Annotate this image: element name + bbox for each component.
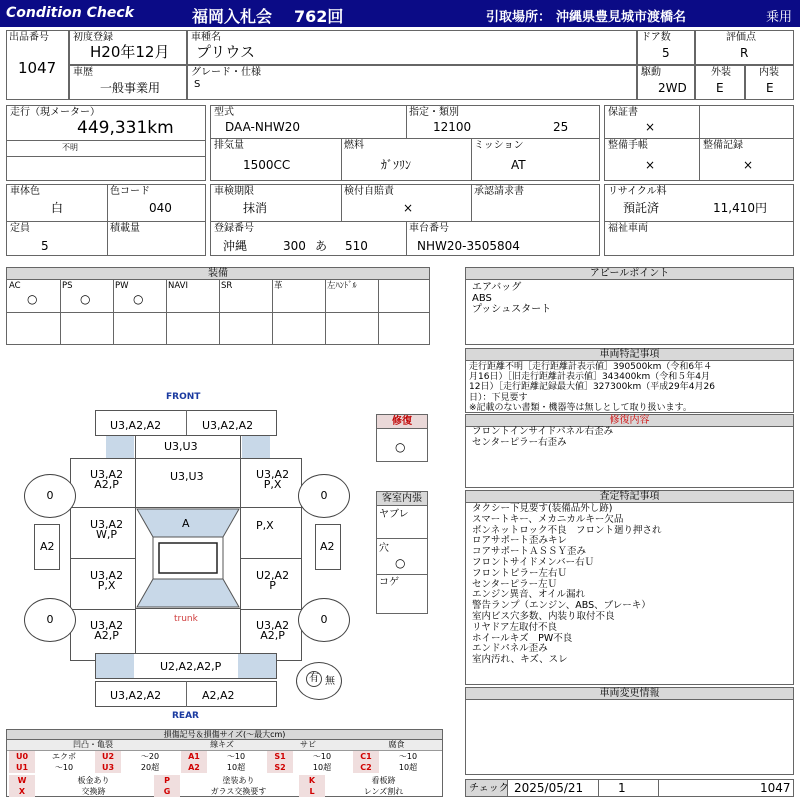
equipment-col-divider (166, 280, 167, 344)
tire-front-left-value: 0 (46, 489, 54, 502)
spec-divider (211, 138, 599, 139)
equipment-col-divider (219, 280, 220, 344)
interior-divider-1 (377, 538, 427, 539)
legend-text: ～10 (312, 752, 332, 761)
color-vdivider (107, 185, 108, 255)
int-box (745, 65, 794, 100)
legend-code: U1 (9, 762, 35, 773)
first-reg-value: H20年12月 (90, 43, 170, 61)
change-info-title: 車両変更情報 (466, 688, 793, 700)
front-bumper-left: U3,A2,A2 (110, 419, 162, 432)
color-code-label: 色コード (110, 186, 150, 197)
history-value: 一般事業用 (100, 81, 161, 95)
model-label: 車種名 (191, 32, 221, 43)
rear-label: REAR (172, 711, 199, 721)
legend-code: A1 (181, 751, 207, 762)
legend-code: U2 (95, 751, 121, 762)
quarter-left-damage: U3,A2 A2,P (90, 619, 124, 642)
equipment-value: ○ (133, 292, 144, 306)
appeal-line: プッシュスタート (472, 304, 552, 315)
self-inspect-label: 検付自賠責 (344, 186, 394, 197)
legend-text: ～10 (226, 752, 246, 761)
legend-group-label: 腐食 (351, 740, 442, 751)
plate-number: 510 (345, 239, 368, 253)
rear-bumper-left: U3,A2,A2 (110, 689, 162, 702)
legend-code: S1 (267, 751, 293, 762)
spec-vdivider-1 (406, 106, 407, 138)
legend-code: G (154, 786, 180, 797)
warranty-value: × (645, 120, 656, 134)
designation-1: 12100 (433, 120, 472, 134)
inspection-note-line: 室内汚れ、キズ、スレ (472, 654, 568, 666)
auction-name: 福岡入札会 (192, 7, 273, 26)
legend-text: 看板跡 (371, 776, 396, 785)
rear-door-left-damage: U3,A2 P,X (90, 569, 124, 592)
plate-label: 登録番号 (214, 223, 254, 234)
legend-code: P (154, 775, 180, 786)
legend-group-label: 線キズ (179, 740, 265, 751)
front-door-left-damage: U3,A2 W,P (90, 518, 124, 541)
legend-text: エクボ (52, 752, 76, 761)
history-label: 車歴 (73, 67, 93, 78)
legend-code: X (9, 786, 35, 797)
plate-class: 300 (283, 239, 306, 253)
vehicle-note-line: ※記載のない書類・機器等は無しとして取り扱います。 (469, 402, 692, 413)
equipment-col-divider (60, 280, 61, 344)
chassis-label: 車台番号 (409, 223, 449, 234)
vehicle-notes-title: 車両特記事項 (466, 349, 793, 361)
legend-text: 交換跡 (81, 787, 106, 796)
color-divider (7, 221, 205, 222)
tire-front-right (298, 474, 350, 518)
inspection-value: 抹消 (243, 201, 268, 215)
first-reg-box (69, 30, 187, 65)
ext-label: 外装 (711, 67, 731, 78)
hole-label: 穴 (379, 543, 389, 554)
repair-content-box (465, 414, 794, 488)
trunk-label: trunk (174, 614, 198, 624)
plate-area: 沖縄 (223, 239, 248, 253)
mileage-box (6, 105, 206, 181)
front-door-right (240, 507, 302, 559)
headlight-right (242, 436, 270, 458)
spare-none: 無 (325, 676, 335, 687)
inspection-note-line: リヤドア左取付不良 (472, 621, 558, 633)
interior-box (376, 491, 428, 614)
spare-present-mark (306, 671, 322, 687)
legend-text: 10超 (226, 763, 246, 772)
tire-rear-right-value: 0 (320, 613, 328, 626)
inspection-note-line: ホイールキズ PW不良 (472, 632, 573, 644)
pickup-label: 引取場所： (486, 10, 552, 25)
recycle-box (604, 184, 794, 256)
legend-code: S2 (267, 762, 293, 773)
mileage-label: 走行（現メーター） (10, 107, 100, 118)
inspection-note-line: フロントピラー左右Ｕ (472, 567, 568, 579)
inspection-note-line: 警告ランプ（エンジン、ABS、ブレーキ） (472, 600, 651, 612)
model-box (187, 30, 637, 65)
legend-code: W (9, 775, 35, 786)
self-inspect-value: × (403, 201, 414, 215)
equipment-col-divider (272, 280, 273, 344)
docs-vdivider-top (699, 106, 700, 138)
color-box (6, 184, 206, 256)
recycle-divider (605, 221, 793, 222)
rear-bumper-split (186, 681, 187, 707)
spec-box (210, 105, 600, 181)
load-label: 積載量 (110, 223, 140, 234)
doors-box (637, 30, 695, 65)
legend-text: 10超 (312, 763, 332, 772)
legend-text: 10超 (398, 763, 418, 772)
front-label: FRONT (166, 392, 201, 402)
equipment-label: NAVI (168, 281, 188, 291)
inspection-note-line: フロントサイドメンバー右Ｕ (472, 556, 595, 568)
inspection-note-line: コアサポートＡＳＳＹ歪み (472, 546, 587, 558)
auction-session: 762回 (294, 7, 344, 26)
quarter-right-damage: U3,A2 A2,P (256, 619, 290, 642)
lot-box (6, 30, 69, 100)
docs-box (604, 105, 794, 181)
legend-text: 20超 (140, 763, 160, 772)
vehicle-note-line: 月16日）［旧走行距離計表示値］343400km（令和５年4月 (469, 372, 711, 383)
vehicle-note-line: 12日）［走行距離記録最大値］327300km（平成29年4月26 (469, 382, 715, 393)
rear-bumper-right: A2,A2 (202, 689, 235, 702)
recycle-fee: 11,410円 (713, 201, 767, 215)
repair-lines (472, 427, 613, 448)
legend-text: ～20 (140, 752, 160, 761)
color-code-value: 040 (149, 201, 172, 215)
sill-left-damage: A2 (40, 540, 55, 553)
vehicle-notes-lines (469, 362, 715, 413)
legend-text: 塗装あり (222, 776, 255, 785)
inspection-note-line: エンジン異音、オイル漏れ (472, 589, 586, 601)
designation-2: 25 (553, 120, 569, 134)
equipment-divider (7, 312, 429, 313)
equipment-label: SR (221, 281, 233, 291)
inspection-notes-title: 査定特記事項 (466, 491, 793, 503)
front-bumper-right: U3,A2,A2 (202, 419, 254, 432)
inspection-vdivider-1 (341, 185, 342, 221)
inspection-notes-lines (472, 504, 662, 666)
int-label: 内装 (759, 67, 779, 78)
inspection-notes-box (465, 490, 794, 685)
legend-group-label: 凹凸・亀裂 (7, 740, 179, 751)
roof-damage: A (182, 517, 190, 530)
legend-code: U0 (9, 751, 35, 762)
lot-label: 出品番号 (9, 32, 49, 43)
designation-label: 指定・類別 (409, 107, 459, 118)
sill-right-damage: A2 (320, 540, 335, 553)
spec-vdivider-3 (471, 138, 472, 180)
tire-front-right-value: 0 (320, 489, 328, 502)
mission-value: AT (511, 158, 526, 172)
displacement-label: 排気量 (214, 140, 244, 151)
inspection-note-line: ボンネットロック不良 フロント廻り押され (472, 524, 662, 536)
equipment-value: ○ (27, 292, 38, 306)
check-row (465, 779, 794, 797)
lot-number: 1047 (18, 59, 57, 77)
mileage-value: 449,331km (77, 118, 174, 138)
equipment-label: PS (62, 281, 73, 291)
inspection-label: 車検期限 (214, 186, 254, 197)
tear-label: ヤブレ (379, 509, 409, 520)
type-label: 型式 (214, 107, 234, 118)
service-label: 整備記録 (703, 140, 743, 151)
check-lot: 1047 (760, 781, 791, 795)
legend-code: L (299, 786, 325, 797)
welfare-label: 福祉車両 (608, 223, 648, 234)
equipment-label: PW (115, 281, 129, 291)
score-box (695, 30, 794, 65)
legend-code: A2 (181, 762, 207, 773)
top-header-bar (0, 0, 800, 27)
ext-box (695, 65, 745, 100)
equipment-label: 革 (274, 281, 283, 291)
trunk-lid-damage: U2,A2,A2,P (160, 660, 222, 673)
chassis-value: NHW20-3505804 (417, 239, 520, 253)
hood-damage: U3,U3 (170, 470, 204, 483)
inspection-note-line: エンドパネル歪み (472, 643, 548, 655)
drive-box (637, 65, 695, 100)
interior-title: 客室内張 (377, 492, 427, 506)
legend-text: ～10 (54, 763, 74, 772)
docs-vdivider (699, 138, 700, 180)
tire-front-left (24, 474, 76, 518)
color-value: 白 (51, 201, 64, 215)
interior-divider-2 (377, 574, 427, 575)
inspection-note-line: ロアサポート歪みキレ (472, 535, 567, 547)
appeal-line: ABS (472, 293, 492, 304)
manual-label: 整備手帳 (608, 140, 648, 151)
appeal-title: アピールポイント (466, 268, 793, 280)
legend-box (6, 729, 443, 797)
doors-value: 5 (662, 46, 670, 60)
inspection-note-line: タクシー下見要す(装備品外し跡) (472, 503, 613, 514)
repair-flag-value: ○ (395, 440, 406, 454)
recycle-status: 預託済 (623, 201, 660, 215)
appeal-line: エアバッグ (472, 282, 522, 293)
equipment-label: 左ﾊﾝﾄﾞﾙ (327, 281, 357, 291)
front-door-right-damage: P,X (256, 519, 274, 532)
brand-title: Condition Check (6, 5, 134, 21)
inspection-note-line: スマートキー、メカニカルキー欠品 (472, 513, 624, 525)
doors-label: ドア数 (641, 32, 671, 43)
int-value: E (766, 81, 774, 95)
repair-flag-box (376, 414, 428, 462)
spare-present: 有 (309, 673, 319, 684)
headlight-left (106, 436, 134, 458)
vehicle-class: 乗用 (766, 10, 793, 25)
legend-code: K (299, 775, 325, 786)
appeal-lines (472, 282, 551, 315)
tire-rear-left (24, 598, 76, 642)
spec-vdivider-2 (341, 138, 342, 180)
equipment-col-divider (325, 280, 326, 344)
hole-value: ○ (395, 556, 406, 570)
inspection-note-line: センターピラー左Ｕ (472, 578, 558, 590)
mileage-divider-2 (7, 156, 205, 157)
car-diagram (0, 388, 370, 723)
color-label: 車体色 (10, 186, 40, 197)
history-box (69, 65, 187, 100)
inspection-vdivider-3 (406, 221, 407, 255)
equipment-col-divider (113, 280, 114, 344)
inspection-note-line: 室内ビス穴多数、内装り取付不良 (472, 610, 615, 622)
capacity-label: 定員 (10, 223, 30, 234)
fender-left-damage: U3,A2 A2,P (90, 468, 124, 491)
inspection-divider (211, 221, 599, 222)
hood (135, 458, 241, 508)
grade-box (187, 65, 637, 100)
legend-text: 板金あり (77, 776, 110, 785)
legend-code: C1 (353, 751, 379, 762)
vehicle-note-line: 走行距離不明［走行距離計表示値］390500km（令和6年４ (469, 362, 713, 372)
grade-value: S (194, 79, 201, 90)
equipment-col-divider (378, 280, 379, 344)
fuel-value: ｶﾞｿﾘﾝ (381, 158, 412, 172)
taillight-right (238, 654, 276, 678)
model-value: プリウス (196, 43, 255, 61)
mileage-divider (7, 140, 205, 141)
repair-line: フロントインサイドパネル右歪み (472, 426, 614, 437)
equipment-box (6, 267, 430, 345)
inspection-vdivider-2 (471, 185, 472, 221)
displacement-value: 1500CC (243, 158, 291, 172)
legend-text: ガラス交換要す (210, 787, 267, 796)
hood-upper-damage: U3,U3 (164, 440, 198, 453)
check-label: チェック (469, 783, 509, 794)
ext-value: E (716, 81, 724, 95)
legend-text: ～10 (398, 752, 418, 761)
mission-label: ミッション (474, 140, 524, 151)
recycle-label: リサイクル料 (608, 186, 667, 197)
equipment-label: AC (9, 281, 21, 291)
vehicle-note-line: 日）：下見要す (469, 392, 528, 403)
repair-content-title: 修復内容 (466, 415, 793, 427)
legend-group-label: サビ (265, 740, 351, 751)
check-date: 2025/05/21 (514, 781, 584, 795)
pickup-location: 沖縄県豊見城市渡橋名 (556, 10, 687, 25)
manual-value: × (645, 158, 656, 172)
score-label: 評価点 (726, 32, 756, 43)
rear-door-right-damage: U2,A2 P (256, 569, 290, 592)
mileage-note: 不明 (62, 143, 78, 152)
check-vdivider-2 (658, 780, 659, 796)
drive-value: 2WD (658, 81, 687, 95)
equipment-title: 装備 (7, 268, 429, 280)
claim-label: 承認請求書 (474, 186, 524, 197)
appeal-box (465, 267, 794, 345)
warranty-label: 保証書 (608, 107, 638, 118)
check-vdivider-1 (598, 780, 599, 796)
grade-label: グレード・仕様 (191, 67, 261, 78)
tire-rear-left-value: 0 (46, 613, 54, 626)
burn-label: コゲ (379, 577, 399, 588)
change-info-box (465, 687, 794, 775)
type-value: DAA-NHW20 (225, 120, 300, 134)
first-reg-label: 初度登録 (73, 32, 113, 43)
legend-title: 損傷記号＆損傷サイズ(～最大cm) (7, 730, 442, 740)
vehicle-notes-box (465, 348, 794, 413)
inspection-box (210, 184, 600, 256)
fender-right-damage: U3,A2 P,X (256, 468, 290, 491)
repair-flag-title: 修復 (377, 415, 427, 429)
plate-kana: あ (315, 239, 328, 253)
capacity-value: 5 (41, 239, 49, 253)
drive-label: 駆動 (641, 67, 661, 78)
score-value: R (740, 46, 749, 60)
tire-rear-right (298, 598, 350, 642)
repair-line: センターピラー右歪み (472, 436, 567, 448)
taillight-left (96, 654, 134, 678)
legend-code: U3 (95, 762, 121, 773)
equipment-value: ○ (80, 292, 91, 306)
check-num: 1 (618, 781, 626, 795)
legend-code: C2 (353, 762, 379, 773)
fuel-label: 燃料 (344, 140, 364, 151)
service-value: × (743, 158, 754, 172)
legend-text: レンズ割れ (363, 787, 404, 796)
front-bumper-split (186, 410, 187, 436)
